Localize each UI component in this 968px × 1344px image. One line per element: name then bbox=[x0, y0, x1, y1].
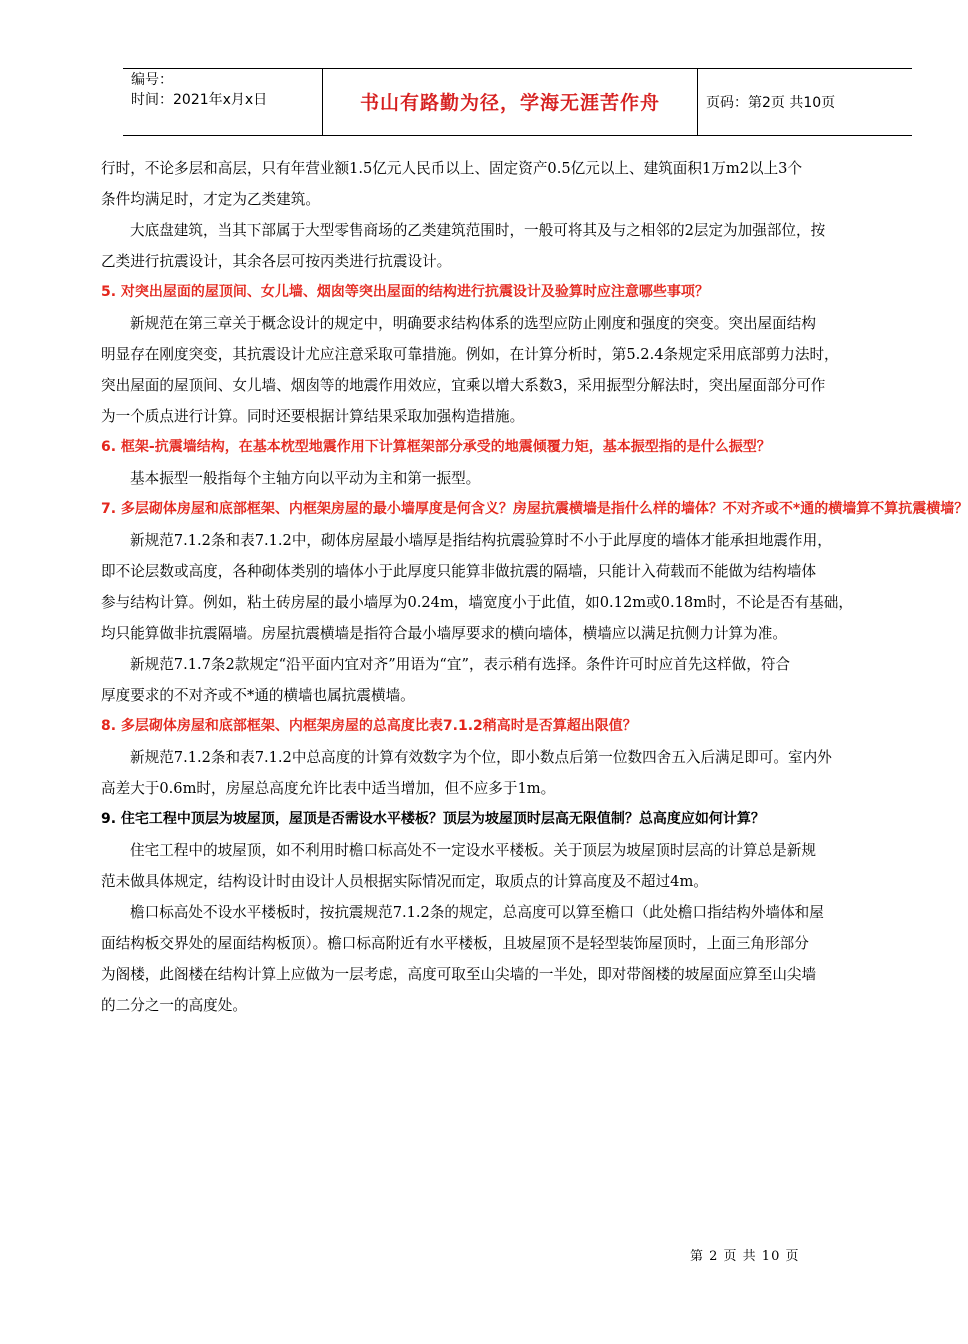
header-divider-left bbox=[322, 68, 323, 136]
text-line: 的二分之一的高度处。 bbox=[101, 997, 247, 1014]
header-bottom-rule bbox=[123, 135, 912, 136]
body-paragraph bbox=[101, 525, 939, 649]
text-line: 新规范7.1.7条2款规定“沿平面内宜对齐”用语为“宜”，表示稍有选择。条件许可时应首先这样做，符合 bbox=[130, 656, 791, 673]
text-line: 住宅工程中的坡屋顶，如不利用时檐口标高处不一定设水平楼板。关于顶层为坡屋顶时层高的计算总是新规 bbox=[130, 842, 816, 859]
text-line: 面结构板交界处的屋面结构板顶）。檐口标高附近有水平楼板，且坡屋顶不是轻型装饰屋顶时，上面三角形部分 bbox=[101, 935, 809, 952]
body-paragraph bbox=[101, 215, 939, 277]
question-heading bbox=[101, 804, 939, 835]
text-line: 行时，不论多层和高层，只有年营业额1.5亿元人民币以上、固定资产0.5亿元以上、建筑面积1万m2以上3个 bbox=[101, 160, 803, 177]
text-line: 9. 住宅工程中顶层为坡屋顶，屋顶是否需设水平楼板？顶层为坡屋顶时层高无限值制？总高度应如何计算？ bbox=[101, 811, 765, 827]
text-line: 乙类进行抗震设计，其余各层可按丙类进行抗震设计。 bbox=[101, 253, 452, 270]
body-paragraph bbox=[101, 308, 939, 432]
body-paragraph bbox=[101, 463, 939, 494]
text-line: 为一个质点进行计算。同时还要根据计算结果采取加强构造措施。 bbox=[101, 408, 525, 425]
text-line: 参与结构计算。例如，粘土砖房屋的最小墙厚为0.24m，墙宽度小于此值，如0.12m或0.18m时，不论是否有基础， bbox=[101, 594, 853, 611]
header-top-rule bbox=[123, 68, 912, 69]
page-footer: 第 2 页 共 10 页 bbox=[690, 1249, 800, 1264]
question-heading bbox=[101, 711, 939, 742]
text-line: 大底盘建筑，当其下部属于大型零售商场的乙类建筑范围时，一般可将其及与之相邻的2层定为加强部位，按 bbox=[130, 222, 826, 239]
header-divider-right bbox=[697, 68, 698, 136]
text-line: 新规范在第三章关于概念设计的规定中，明确要求结构体系的选型应防止刚度和强度的突变。突出屋面结构 bbox=[130, 315, 816, 332]
text-line: 为阁楼，此阁楼在结构计算上应做为一层考虑，高度可取至山尖墙的一半处，即对带阁楼的坡屋面应算至山尖墙 bbox=[101, 966, 817, 983]
text-line: 基本振型一般指每个主轴方向以平动为主和第一振型。 bbox=[130, 470, 481, 487]
body-paragraph bbox=[101, 897, 939, 1021]
header-motto: 书山有路勤为径，学海无涯苦作舟 bbox=[359, 92, 660, 114]
text-line: 高差大于0.6m时，房屋总高度允许比表中适当增加，但不应多于1m。 bbox=[101, 780, 556, 797]
body-paragraph bbox=[101, 835, 939, 897]
question-heading bbox=[101, 277, 939, 308]
text-line: 通的横墙算不算抗震横墙？ bbox=[800, 501, 968, 517]
text-line: 条件均满足时，才定为乙类建筑。 bbox=[101, 191, 320, 208]
text-line: 均只能算做非抗震隔墙。房屋抗震横墙是指符合最小墙厚要求的横向墙体，横墙应以满足抗侧力计算为准。 bbox=[101, 625, 787, 642]
header-number-label: 编号： bbox=[131, 72, 173, 88]
text-line: 即不论层数或高度，各种砌体类别的墙体小于此厚度只能算非做抗震的隔墙，只能计入荷载而不能做为结构墙体 bbox=[101, 563, 817, 580]
question-heading bbox=[101, 494, 968, 525]
header-meta bbox=[131, 70, 321, 110]
text-line: 7. 多层砌体房屋和底部框架、内框架房屋的最小墙厚度是何含义？房屋抗震横墙是指什么样的墙体？不对齐或不* bbox=[101, 501, 801, 517]
header-page-label: 页码：第2页 共10页 bbox=[706, 95, 836, 111]
text-line: 檐口标高处不设水平楼板时，按抗震规范7.1.2条的规定，总高度可以算至檐口（此处檐口指结构外墙体和屋 bbox=[130, 904, 824, 921]
document-body bbox=[101, 153, 968, 1021]
text-line: 明显存在刚度突变，其抗震设计尤应注意采取可靠措施。例如，在计算分析时，第5.2.4条规定采用底部剪力法时， bbox=[101, 346, 839, 363]
text-line: 突出屋面的屋顶间、女儿墙、烟囱等的地震作用效应，宜乘以增大系数3，采用振型分解法时，突出屋面部分可作 bbox=[101, 377, 826, 394]
text-line: 新规范7.1.2条和表7.1.2中，砌体房屋最小墙厚是指结构抗震验算时不小于此厚度的墙体才能承担地震作用， bbox=[130, 532, 832, 549]
text-line: 6. 框架-抗震墙结构，在基本枕型地震作用下计算框架部分承受的地震倾覆力矩，基本振型指的是什么振型？ bbox=[101, 439, 771, 455]
text-line: 8. 多层砌体房屋和底部框架、内框架房屋的总高度比表7.1.2稍高时是否算超出限值？ bbox=[101, 718, 637, 734]
header-time-label: 时间：2021年x月x日 bbox=[131, 92, 268, 108]
text-line: 5. 对突出屋面的屋顶间、女儿墙、烟囱等突出屋面的结构进行抗震设计及验算时应注意哪些事项？ bbox=[101, 284, 709, 300]
text-line: 新规范7.1.2条和表7.1.2中总高度的计算有效数字为个位，即小数点后第一位数四舍五入后满足即可。室内外 bbox=[130, 749, 832, 766]
text-line: 厚度要求的不对齐或不*通的横墙也属抗震横墙。 bbox=[101, 687, 415, 704]
question-heading bbox=[101, 432, 939, 463]
body-paragraph bbox=[101, 649, 939, 711]
text-line: 范未做具体规定，结构设计时由设计人员根据实际情况而定，取质点的计算高度及不超过4m。 bbox=[101, 873, 708, 890]
body-paragraph bbox=[101, 153, 939, 215]
body-paragraph bbox=[101, 742, 939, 804]
